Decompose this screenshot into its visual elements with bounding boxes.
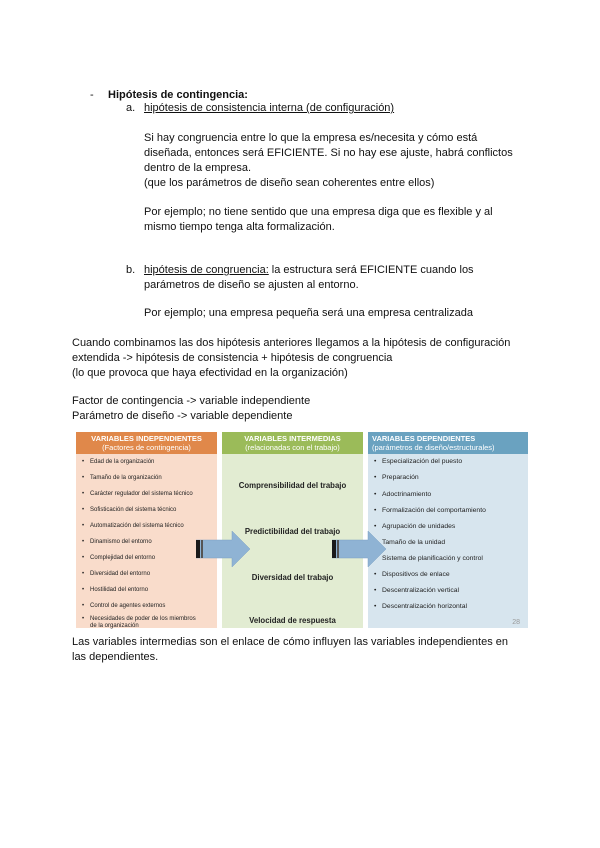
independent-variables-column — [76, 432, 217, 628]
item-b-marker: b. — [126, 264, 136, 276]
intermediate-variables-header — [222, 432, 363, 454]
dependent-variables-title: VARIABLES DEPENDIENTES — [372, 434, 476, 443]
list-item: • Dispositivos de enlace — [374, 571, 450, 578]
list-item: • Tamaño de la unidad — [374, 539, 445, 546]
text-line: dentro de la empresa. — [144, 162, 252, 174]
independent-variables-subtitle: (Factores de contingencia) — [102, 443, 191, 452]
list-item: • Descentralización horizontal — [374, 603, 467, 610]
combined-paragraph — [72, 336, 510, 381]
text-line: mismo tiempo tenga alta formalización. — [144, 221, 335, 233]
list-item: • Diversidad del entorno — [82, 571, 150, 578]
item-b-title: hipótesis de congruencia: — [144, 264, 269, 276]
independent-variables-header — [76, 432, 217, 454]
list-item: • Agrupación de unidades — [374, 523, 455, 530]
variables-diagram — [76, 432, 528, 628]
text-line: Parámetro de diseño -> variable dependiente — [72, 410, 293, 422]
text-line: Por ejemplo; no tiene sentido que una empresa diga que es flexible y al — [144, 206, 493, 218]
list-item: • Complejidad del entorno — [82, 555, 155, 562]
item-a-title: hipótesis de consistencia interna (de configuración) — [144, 102, 395, 114]
list-item: • Necesidades de poder de los miembros de la organización — [82, 616, 196, 630]
text-line: diseñada, entonces será EFICIENTE. Si no hay ese ajuste, habrá conflictos — [144, 147, 513, 159]
item-a-paragraph-1 — [144, 131, 513, 191]
dependent-variables-column — [368, 432, 528, 628]
arrow-right-icon — [332, 531, 386, 567]
closing-paragraph — [72, 635, 508, 665]
text-line: Si hay congruencia entre lo que la empresa es/necesita y cómo está — [144, 132, 478, 144]
text-line: (lo que provoca que haya efectividad en la organización) — [72, 367, 348, 379]
item-b-line-1 — [144, 263, 474, 278]
section-bullet: - — [90, 89, 94, 101]
list-item: • Adoctrinamiento — [374, 491, 431, 498]
intermediate-item: Comprensibilidad del trabajo — [238, 481, 347, 490]
text-line: las dependientes. — [72, 651, 159, 663]
text-line: (que los parámetros de diseño sean coherentes entre ellos) — [144, 177, 435, 189]
list-item: • Automatización del sistema técnico — [82, 523, 184, 530]
intermediate-variables-column — [222, 432, 363, 628]
dependent-variables-subtitle: (parámetros de diseño/estructurales) — [372, 443, 495, 452]
item-b-paragraph-2: Por ejemplo; una empresa pequeña será una empresa centralizada — [144, 307, 473, 319]
text-line: Las variables intermedias son el enlace de cómo influyen las variables independientes en — [72, 636, 508, 648]
intermediate-item: Velocidad de respuesta — [249, 616, 336, 625]
intermediate-variables-title: VARIABLES INTERMEDIAS — [244, 434, 341, 443]
list-item: • Edad de la organización — [82, 459, 154, 466]
factors-paragraph — [72, 394, 310, 424]
list-item: • Descentralización vertical — [374, 587, 459, 594]
intermediate-item: Diversidad del trabajo — [251, 573, 334, 582]
list-item: • Preparación — [374, 474, 419, 481]
list-item: • Sofisticación del sistema técnico — [82, 507, 176, 514]
list-item: • Control de agentes externos — [82, 603, 165, 610]
item-b-line-2: parámetros de diseño se ajusten al entorno. — [144, 279, 359, 291]
dependent-variables-body — [368, 454, 528, 628]
list-item: • Sistema de planificación y control — [374, 555, 483, 562]
list-item: • Formalización del comportamiento — [374, 507, 486, 514]
arrow-right-icon — [196, 531, 250, 567]
intermediate-item: Predictibilidad del trabajo — [244, 527, 341, 536]
list-item: • Tamaño de la organización — [82, 475, 162, 482]
list-item: • Hostilidad del entorno — [82, 587, 148, 594]
list-item: • Dinamismo del entorno — [82, 539, 152, 546]
independent-variables-title: VARIABLES INDEPENDIENTES — [91, 434, 202, 443]
text-line: Cuando combinamos las dos hipótesis anteriores llegamos a la hipótesis de configuración — [72, 337, 511, 349]
item-b-rest: la estructura será EFICIENTE cuando los — [268, 264, 474, 276]
item-a-paragraph-2 — [144, 205, 493, 235]
list-item: • Especialización del puesto — [374, 458, 462, 465]
item-a-marker: a. — [126, 102, 136, 114]
dependent-variables-header — [368, 432, 528, 454]
list-item: • Carácter regulador del sistema técnico — [82, 491, 193, 498]
text-line: Factor de contingencia -> variable independiente — [72, 395, 311, 407]
section-title: Hipótesis de contingencia: — [108, 89, 248, 101]
text-line: extendida -> hipótesis de consistencia + hipótesis de congruencia — [72, 352, 393, 364]
intermediate-variables-subtitle: (relacionadas con el trabajo) — [245, 443, 340, 452]
slide-page-number: 28 — [512, 619, 520, 626]
